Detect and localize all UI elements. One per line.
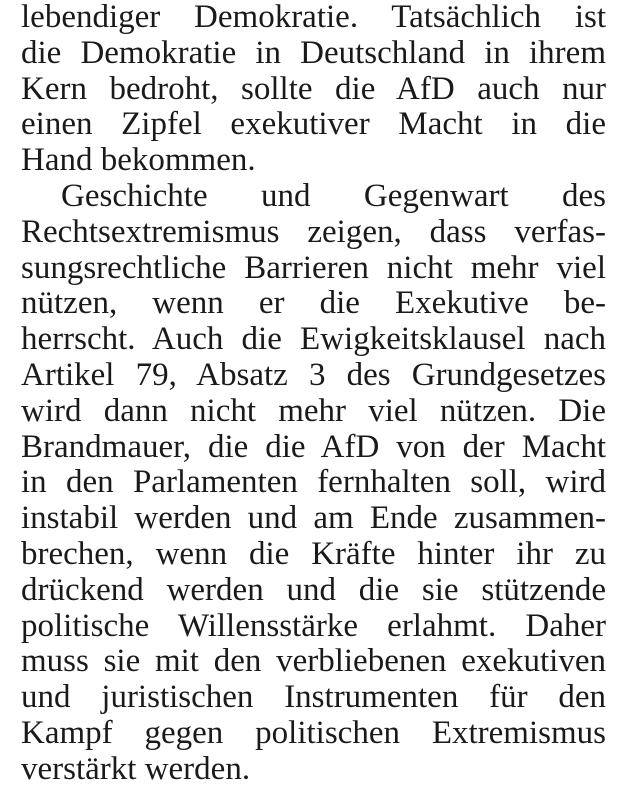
text-line: Hand bekommen. [21,142,256,179]
text-line: brechen, wenn die Kräfte hinter ihr zu [21,535,606,572]
article-text-column [21,0,606,788]
text-line: verstärkt werden. [21,750,251,787]
text-line: muss sie mit den verbliebenen exekutiven [21,643,606,680]
text-line: wird dann nicht mehr viel nützen. Die [21,392,606,429]
text-line: Geschichte und Gegenwart des [61,177,606,214]
text-line: instabil werden und am Ende zusammen- [21,500,606,537]
text-line: politische Willensstärke erlahmt. Daher [21,607,606,644]
text-line: sungsrechtliche Barrieren nicht mehr viel [21,249,606,286]
text-line: und juristischen Instrumenten für den [21,679,606,716]
text-line: lebendiger Demokratie. Tatsächlich ist [21,0,606,35]
text-line: herrscht. Auch die Ewigkeitsklausel nach [21,321,606,358]
paragraph-1 [21,0,606,179]
text-line: Rechtsextremismus zeigen, dass verfas- [21,213,606,250]
text-line: die Demokratie in Deutschland in ihrem [21,34,606,71]
text-line: einen Zipfel exekutiver Macht in die [21,106,606,143]
text-line: in den Parlamenten fernhalten soll, wird [21,464,606,501]
text-line: Kern bedroht, sollte die AfD auch nur [21,70,606,107]
text-line: Brandmauer, die die AfD von der Macht [21,428,606,465]
text-line: Kampf gegen politischen Extremismus [21,714,606,751]
text-line: drückend werden und die sie stützende [21,571,606,608]
text-line: Artikel 79, Absatz 3 des Grundgesetzes [21,356,606,393]
text-line: nützen, wenn er die Exekutive be- [21,285,606,322]
paragraph-2 [21,179,606,788]
